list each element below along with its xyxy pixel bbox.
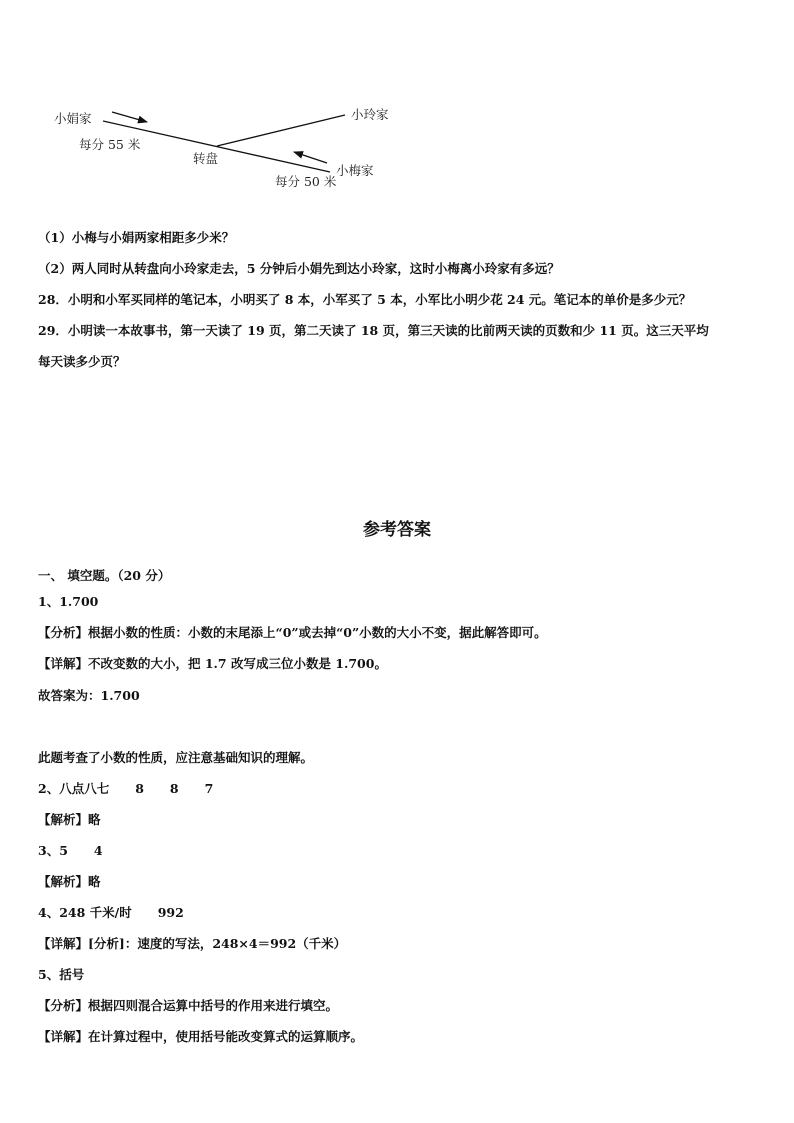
label-xiaomei-home: 小梅家 bbox=[336, 163, 374, 178]
answer-2-analysis: 【解析】略 bbox=[38, 812, 101, 827]
answer-5-analysis: 【分析】根据四则混合运算中括号的作用来进行填空。 bbox=[38, 998, 339, 1013]
answer-5-detail: 【详解】在计算过程中，使用括号能改变算式的运算顺序。 bbox=[38, 1029, 364, 1044]
road-turntable-ling bbox=[217, 115, 345, 146]
answer-2-value-2: 8 bbox=[169, 781, 179, 796]
answer-1-result: 故答案为：1.700 bbox=[38, 688, 140, 703]
answer-3-label: 3、5 bbox=[38, 843, 68, 858]
answer-1-analysis: 【分析】根据小数的性质：小数的末尾添上“0”或去掉“0”小数的大小不变，据此解答即可。 bbox=[38, 625, 547, 640]
answer-2-value-1: 8 bbox=[135, 781, 144, 796]
question-1: （1）小梅与小娟两家相距多少米？ bbox=[38, 230, 235, 245]
question-28: 28．小明和小军买同样的笔记本，小明买了 8 本，小军买了 5 本，小军比小明少花 24 元。笔记本的单价是多少元？ bbox=[38, 292, 692, 307]
arrow-mei bbox=[294, 152, 327, 163]
question-29: 29．小明读一本故事书，第一天读了 19 页，第二天读了 18 页，第三天读的比前两天读的页数和少 11 页。这三天平均 bbox=[38, 323, 709, 338]
label-turntable: 转盘 bbox=[193, 151, 219, 166]
answers-title: 参考答案 bbox=[363, 520, 431, 540]
answer-2-label: 2、八点八七 bbox=[38, 781, 110, 796]
answer-1-note: 此题考查了小数的性质，应注意基础知识的理解。 bbox=[38, 750, 314, 765]
answer-3 bbox=[38, 843, 103, 859]
label-xiaoling-home: 小玲家 bbox=[351, 107, 389, 122]
arrow-juan bbox=[112, 112, 147, 122]
section-fill-blank: 一、 填空题。（20 分） bbox=[38, 568, 171, 583]
label-xiaojuan-home: 小娟家 bbox=[54, 111, 92, 126]
answer-3-value-1: 4 bbox=[93, 843, 103, 858]
question-29-cont: 每天读多少页？ bbox=[38, 354, 126, 369]
answer-4-label: 4、248 千米/时 bbox=[38, 905, 132, 920]
answer-1-detail: 【详解】不改变数的大小，把 1.7 改写成三位小数是 1.700。 bbox=[38, 656, 387, 671]
question-2: （2）两人同时从转盘向小玲家走去，5 分钟后小娟先到达小玲家，这时小梅离小玲家有多远？ bbox=[38, 261, 560, 276]
label-speed-juan: 每分 55 米 bbox=[79, 137, 141, 152]
answer-3-analysis: 【解析】略 bbox=[38, 874, 101, 889]
route-diagram bbox=[0, 0, 794, 210]
answer-4-detail: 【详解】[分析]：速度的写法，248×4＝992（千米） bbox=[38, 936, 347, 951]
answer-2-value-3: 7 bbox=[204, 781, 214, 796]
answer-4 bbox=[38, 905, 184, 921]
answer-5: 5、括号 bbox=[38, 967, 85, 982]
label-speed-mei: 每分 50 米 bbox=[275, 174, 337, 189]
answer-4-value-1: 992 bbox=[157, 905, 184, 920]
answer-1: 1、1.700 bbox=[38, 594, 99, 609]
answer-2 bbox=[38, 781, 213, 797]
